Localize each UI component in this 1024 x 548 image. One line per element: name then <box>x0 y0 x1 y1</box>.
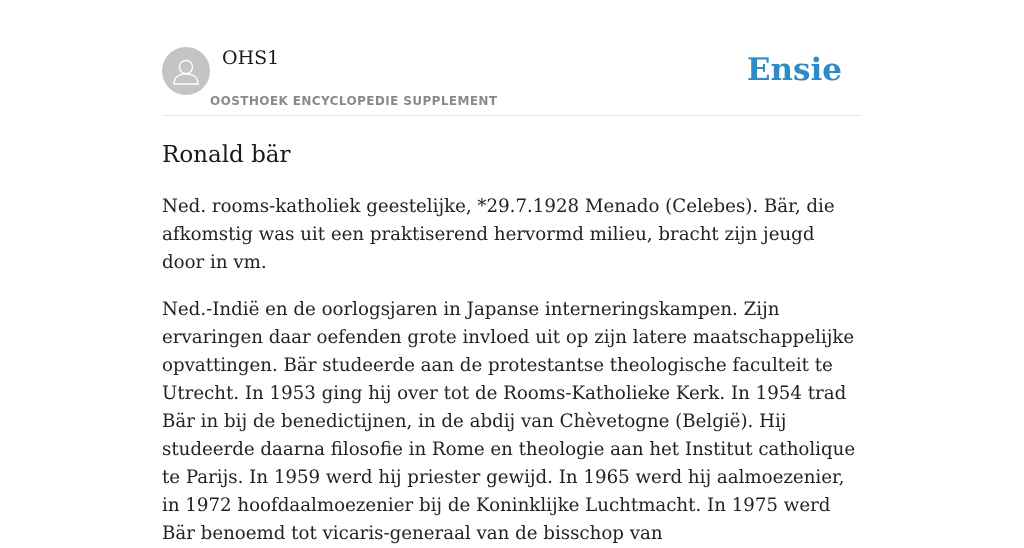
article-header <box>162 0 862 116</box>
avatar[interactable] <box>162 47 210 95</box>
article-container <box>162 0 862 548</box>
user-silhouette-icon <box>162 47 210 95</box>
article-title: Ronald bär <box>162 142 291 168</box>
user-name[interactable]: OHS1 <box>222 47 280 69</box>
article-paragraph: Ned.-Indië en de oorlogsjaren in Japanse interneringskampen. Zijn ervaringen daar oefenden grote invloed uit op zijn latere maatschappelijke opvattingen. Bär studeerde aan de protestantse theologische faculteit te Utrecht. In 1953 ging hij over tot de Rooms-Katholieke Kerk. In 1954 trad Bär in bij de benedictijnen, in de abdij van Chèvetogne (België). Hij studeerde daarna filosofie in Rome en theologie aan het Institut catholique te Parijs. In 1959 werd hij priester gewijd. In 1965 werd hij aalmoezenier, in 1972 hoofdaalmoezenier bij de Koninklijke Luchtmacht. In 1975 werd Bär benoemd tot vicaris-generaal van de bisschop van <box>162 299 856 544</box>
brand-logo[interactable]: Ensie <box>746 52 842 88</box>
article-paragraph: Ned. rooms-katholiek geestelijke, *29.7.1928 Menado (Celebes). Bär, die afkomstig was uit een praktiserend hervormd milieu, bracht zijn jeugd door in vm. <box>162 196 835 273</box>
source-name[interactable]: OOSTHOEK ENCYCLOPEDIE SUPPLEMENT <box>210 94 498 108</box>
